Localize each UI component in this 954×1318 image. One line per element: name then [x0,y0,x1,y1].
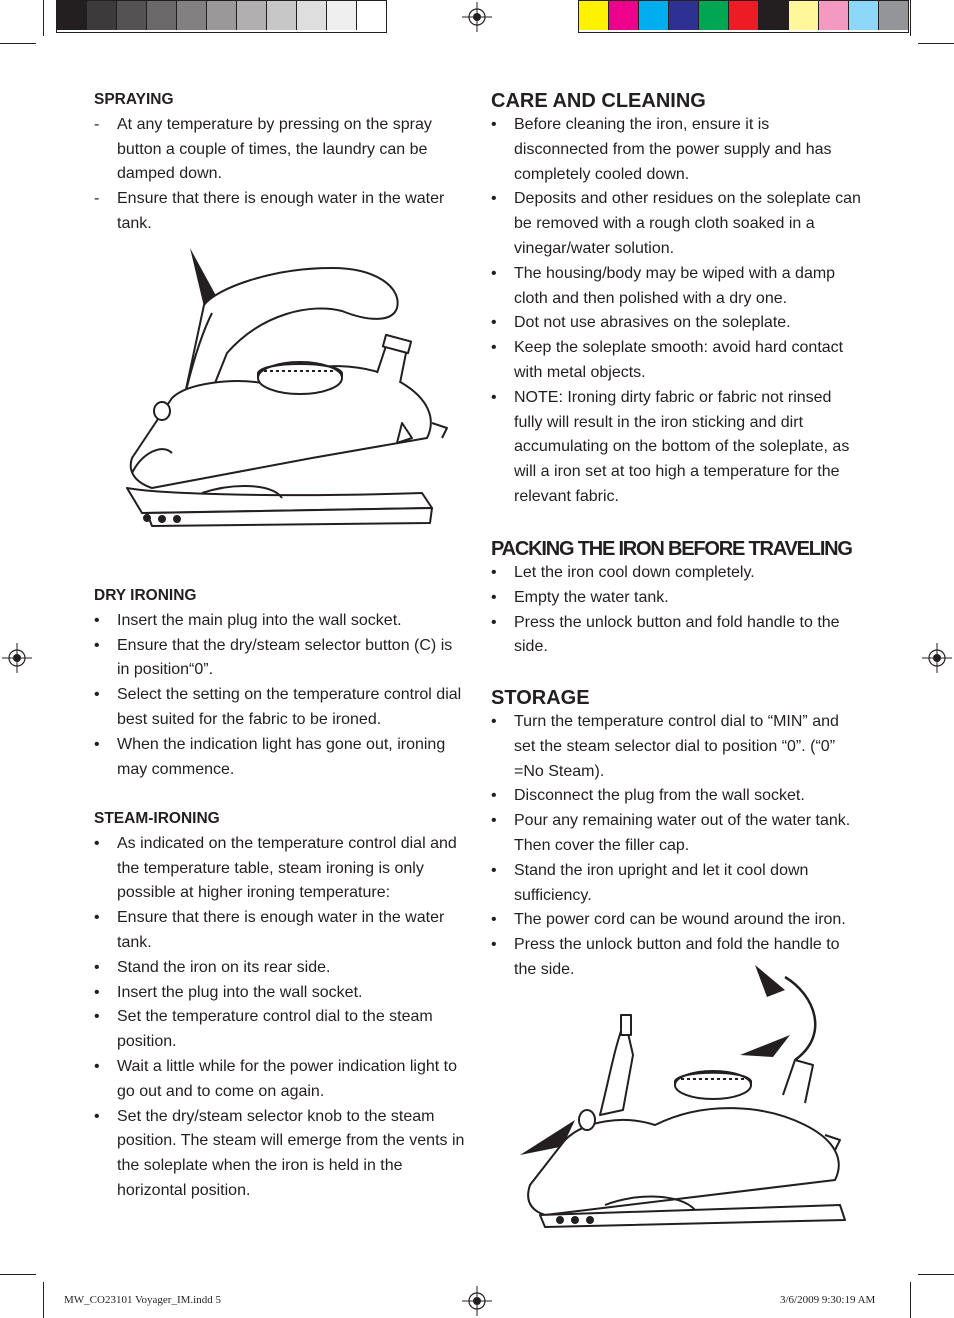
bullet-icon: • [491,861,497,879]
bullet-icon: • [94,611,100,629]
color-swatch [117,1,147,30]
color-swatch [327,1,357,30]
crop-mark [918,43,954,44]
list-item-text: Empty the water tank. [514,588,669,606]
registration-mark-icon [462,1286,492,1316]
bullet-icon: • [491,388,497,406]
bullet-icon: • [94,1107,100,1125]
list-item [491,586,863,611]
color-swatch [699,1,729,30]
registration-mark-icon [922,643,952,673]
list-item-text: NOTE: Ironing dirty fabric or fabric not rinsed fully will result in the iron sticking and dirt accumulating on the bottom of the soleplate, as will a iron set at too high a temperature for the relevant fabric. [514,388,850,505]
bullet-icon: • [491,911,497,929]
dash-marker: - [94,190,100,208]
crop-mark [910,0,911,36]
list-item [491,336,863,386]
list-item-text: Dot not use abrasives on the soleplate. [514,314,791,332]
list-item [491,908,863,933]
color-swatch [639,1,669,30]
list-item-text: Press the unlock button and fold the handle to the side. [514,936,840,978]
list-item [94,981,466,1006]
crop-mark [0,1274,36,1275]
bullet-icon: • [491,339,497,357]
list-item [491,187,863,261]
list-item-text: Ensure that there is enough water in the water tank. [117,909,445,951]
list-item-text: Select the setting on the temperature control dial best suited for the fabric to be ironed. [117,686,462,728]
bullet-icon: • [491,190,497,208]
spraying-list [94,113,466,237]
spraying-heading: SPRAYING [94,91,174,108]
list-item-text: Stand the iron on its rear side. [117,958,331,976]
bullet-icon: • [94,735,100,753]
packing-list [491,561,863,660]
color-swatch [669,1,699,30]
bullet-icon: • [491,314,497,332]
color-swatch [267,1,297,30]
list-item-text: Press the unlock button and fold handle to the side. [514,613,840,656]
steam-ironing-section [94,807,466,1204]
list-item [491,561,863,586]
iron-illustration [112,243,457,533]
color-swatch [87,1,117,30]
bullet-icon: • [491,564,497,581]
list-item-text: Set the temperature control dial to the steam position. [117,1008,433,1051]
list-item [94,187,466,237]
list-item [94,634,466,684]
bullet-icon: • [94,636,100,654]
color-swatch [579,1,609,30]
list-item [491,311,863,336]
crop-mark [918,1274,954,1275]
dry-ironing-heading: DRY IRONING [94,587,197,604]
list-item [491,113,863,187]
steam-ironing-heading: STEAM-IRONING [94,810,220,827]
list-item [94,1055,466,1105]
color-swatch [879,1,908,30]
list-item-text: Keep the soleplate smooth: avoid hard contact with metal objects. [514,339,844,381]
bullet-icon: • [94,983,100,1001]
list-item-text: Stand the iron upright and let it cool down sufficiency. [514,861,809,904]
list-item [491,710,863,784]
list-item [94,956,466,981]
list-item-text: Wait a little while for the power indication light to go out and to come on again. [117,1057,458,1100]
bullet-icon: • [94,686,100,704]
bullet-icon: • [491,264,497,282]
list-item [94,906,466,956]
list-item-text: Insert the plug into the wall socket. [117,983,363,1001]
color-swatch [177,1,207,30]
grayscale-calibration-bar [56,0,387,33]
list-item-text: When the indication light has gone out, ironing may commence. [117,735,446,778]
dry-ironing-section [94,584,466,782]
list-item-text: Insert the main plug into the wall socket. [117,611,402,629]
packing-section [491,537,863,660]
crop-mark [0,43,36,44]
color-swatch [759,1,789,30]
bullet-icon: • [94,1008,100,1026]
color-swatch [207,1,237,30]
bullet-icon: • [94,909,100,927]
color-swatch [237,1,267,30]
packing-heading: PACKING THE IRON BEFORE TRAVELING [491,538,852,560]
list-item [94,1005,466,1055]
dry-ironing-list [94,609,466,783]
list-item [94,683,466,733]
list-item [94,832,466,906]
color-swatch [297,1,327,30]
storage-heading: STORAGE [491,687,590,709]
care-cleaning-section [491,89,863,510]
color-swatch [357,1,386,30]
steam-ironing-list [94,832,466,1204]
list-item [491,859,863,909]
list-item-text: Before cleaning the iron, ensure it is disconnected from the power supply and has completely cooled down. [514,116,832,183]
bullet-icon: • [491,936,497,954]
bullet-icon: • [491,713,497,730]
list-item [94,609,466,634]
color-swatch [609,1,639,30]
list-item-text: Ensure that the dry/steam selector button (C) is in position“0”. [117,636,453,679]
list-item-text: Ensure that there is enough water in the water tank. [117,190,445,232]
color-swatch [57,1,87,30]
color-calibration-bar [578,0,909,33]
care-cleaning-list [491,113,863,510]
bullet-icon: • [491,116,497,133]
rotation-arrow-icon [785,977,815,1060]
color-swatch [819,1,849,30]
list-item [491,784,863,809]
list-item-text: Let the iron cool down completely. [514,564,755,581]
list-item [94,113,466,187]
list-item-text: The housing/body may be wiped with a damp cloth and then polished with a dry one. [514,264,836,307]
crop-mark [43,1282,44,1318]
list-item-text: Disconnect the plug from the wall socket. [514,787,805,805]
list-item-text: Deposits and other residues on the soleplate can be removed with a rough cloth soaked in a vinegar/water solution. [514,190,861,257]
list-item [94,1105,466,1204]
list-item-text: Set the dry/steam selector knob to the steam position. The steam will emerge from the vents in the soleplate when the iron is held in the horizontal position. [117,1107,465,1199]
bullet-icon: • [94,958,100,976]
list-item-text: At any temperature by pressing on the spray button a couple of times, the laundry can be damped down. [117,115,432,183]
bullet-icon: • [491,588,497,606]
color-swatch [729,1,759,30]
list-item-text: Pour any remaining water out of the water tank. Then cover the filler cap. [514,812,851,854]
storage-list [491,710,863,983]
list-item-text: The power cord can be wound around the iron. [514,911,846,929]
registration-mark-icon [2,643,32,673]
bullet-icon: • [491,613,497,631]
color-swatch [147,1,177,30]
list-item [491,809,863,859]
dash-marker: - [94,115,100,133]
footer-datetime: 3/6/2009 9:30:19 AM [780,1294,876,1306]
bullet-icon: • [491,787,497,805]
list-item [94,733,466,783]
list-item [491,611,863,661]
list-item [491,386,863,510]
registration-mark-icon [462,2,492,32]
spraying-section [94,88,466,237]
bullet-icon: • [94,1057,100,1075]
list-item-text: As indicated on the temperature control dial and the temperature table, steam ironing is only possible at higher ironing temperature: [117,834,457,902]
crop-mark [43,0,44,36]
list-item-text: Turn the temperature control dial to “MIN” and set the steam selector dial to position “0”. (“0” =No Steam). [514,713,839,780]
care-cleaning-heading: CARE AND CLEANING [491,90,706,112]
bullet-icon: • [491,812,497,830]
crop-mark [910,1282,911,1318]
color-swatch [789,1,819,30]
storage-section [491,686,863,983]
footer-filename: MW_CO23101 Voyager_IM.indd 5 [64,1294,221,1306]
iron-folded-illustration [505,965,860,1240]
color-swatch [849,1,879,30]
bullet-icon: • [94,834,100,852]
list-item [491,262,863,312]
